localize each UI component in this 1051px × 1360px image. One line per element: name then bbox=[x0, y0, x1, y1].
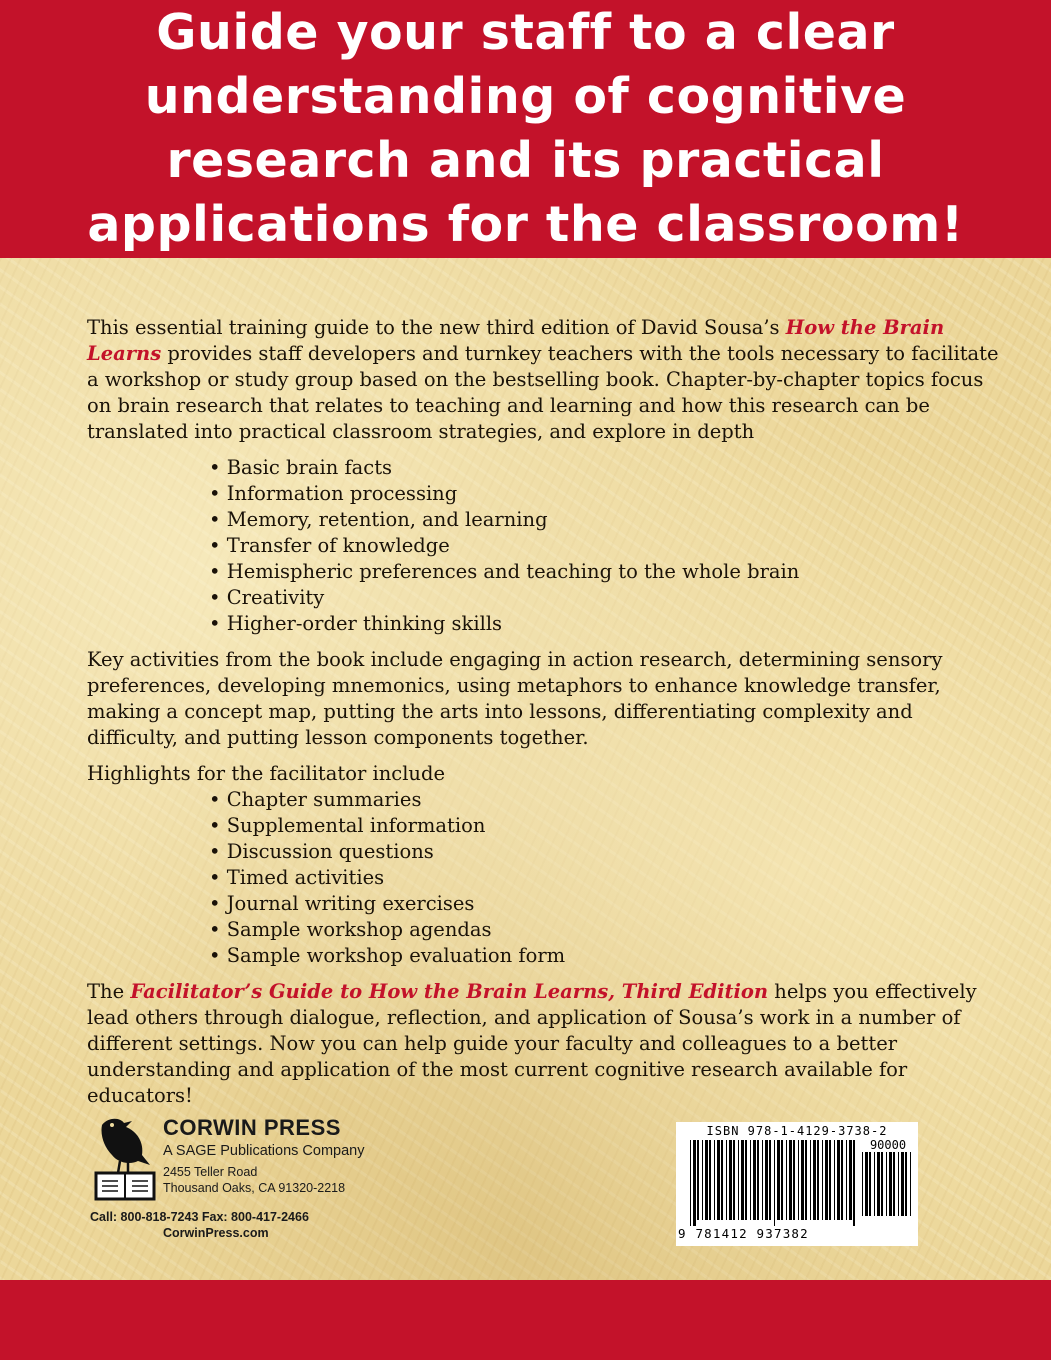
topics-list bbox=[87, 455, 1007, 637]
description-body bbox=[87, 315, 1007, 1119]
closing-text: helps you effectively lead others through dialogue, reflection, and application of Sousa’s work in a number of different settings. Now you can help guide your faculty and colleagues to a better understanding and application of the most current cognitive research available for educators! bbox=[87, 980, 977, 1107]
highlights-intro: Highlights for the facilitator include bbox=[87, 762, 446, 785]
barcode-bar bbox=[853, 1140, 855, 1226]
list-item: • Discussion questions bbox=[209, 839, 1007, 865]
barcode-bar bbox=[769, 1140, 771, 1220]
barcode-bar bbox=[721, 1140, 723, 1220]
raven-on-book-icon bbox=[90, 1115, 160, 1205]
activities-paragraph: Key activities from the book include engaging in action research, determining sensory preferences, developing mnemonics, using metaphors to enhance knowledge transfer, making a concept map, putting the arts into lessons, differentiating complexity and difficulty, and putting lesson components together. bbox=[87, 648, 943, 749]
book-title: How the Brain Learns bbox=[87, 316, 945, 365]
top-banner bbox=[0, 0, 1051, 258]
barcode-bar bbox=[822, 1140, 823, 1220]
barcode-bar bbox=[709, 1140, 711, 1220]
list-item: • Sample workshop evaluation form bbox=[209, 943, 1007, 969]
barcode-bar bbox=[789, 1140, 792, 1220]
barcode-bar bbox=[705, 1140, 708, 1220]
addon-barcode-bars bbox=[862, 1152, 914, 1222]
barcode-bar bbox=[869, 1152, 871, 1216]
publisher-name: CORWIN PRESS bbox=[163, 1115, 341, 1140]
barcode-bar bbox=[798, 1140, 799, 1220]
barcode-bar bbox=[805, 1140, 807, 1220]
barcode-bar bbox=[753, 1140, 756, 1220]
list-item: • Journal writing exercises bbox=[209, 891, 1007, 917]
publisher-tagline: A SAGE Publications Company bbox=[163, 1143, 365, 1159]
barcode-bar bbox=[765, 1140, 768, 1220]
barcode-bar bbox=[881, 1152, 883, 1216]
barcode-bar bbox=[781, 1140, 783, 1220]
barcode-bar bbox=[889, 1152, 892, 1216]
closing-lead: The bbox=[87, 980, 131, 1003]
list-item: • Hemispheric preferences and teaching to the whole brain bbox=[209, 559, 1007, 585]
list-item: • Chapter summaries bbox=[209, 787, 1007, 813]
barcode-bar bbox=[702, 1140, 703, 1220]
barcode-bar bbox=[801, 1140, 804, 1220]
barcode-bar bbox=[745, 1140, 747, 1220]
barcode-bar bbox=[874, 1152, 875, 1216]
barcode-bar bbox=[813, 1140, 816, 1220]
list-item: • Timed activities bbox=[209, 865, 1007, 891]
highlights-list bbox=[87, 787, 1007, 969]
barcode-bar bbox=[786, 1140, 787, 1220]
publisher-block bbox=[90, 1115, 490, 1245]
barcode-bar bbox=[693, 1140, 696, 1226]
intro-text-start: This essential training guide to the new third edition of David Sousa’s bbox=[87, 316, 786, 339]
barcode bbox=[676, 1122, 918, 1246]
barcode-bar bbox=[905, 1152, 907, 1216]
ean-number: 9 781412 937382 bbox=[678, 1226, 809, 1241]
list-item: • Transfer of knowledge bbox=[209, 533, 1007, 559]
list-item: • Basic brain facts bbox=[209, 455, 1007, 481]
barcode-bar bbox=[762, 1140, 763, 1220]
barcode-bar bbox=[690, 1140, 691, 1226]
barcode-bar bbox=[825, 1140, 828, 1220]
barcode-bar bbox=[729, 1140, 732, 1220]
list-item: • Information processing bbox=[209, 481, 1007, 507]
barcode-bar bbox=[877, 1152, 880, 1216]
intro-text-end: provides staff developers and turnkey teachers with the tools necessary to facilitate a workshop or study group based on the bestselling book. Chapter-by-chapter topics focus on brain research that relates to teaching and learning and how this research can be translated into practical classroom strategies, and explore in depth bbox=[87, 342, 999, 443]
barcode-bar bbox=[901, 1152, 904, 1216]
barcode-bar bbox=[757, 1140, 759, 1220]
barcode-bar bbox=[865, 1152, 868, 1216]
barcode-bar bbox=[697, 1140, 699, 1220]
barcode-bar bbox=[862, 1152, 863, 1216]
list-item: • Supplemental information bbox=[209, 813, 1007, 839]
headline: Guide your staff to a clear understanding of cognitive research and its practical applications for the classroom! bbox=[87, 4, 964, 253]
list-item: • Higher-order thinking skills bbox=[209, 611, 1007, 637]
ean-barcode-bars bbox=[690, 1140, 858, 1226]
barcode-bar bbox=[817, 1140, 819, 1220]
barcode-bar bbox=[733, 1140, 735, 1220]
barcode-bar bbox=[898, 1152, 899, 1216]
barcode-bar bbox=[741, 1140, 744, 1220]
list-item: • Memory, retention, and learning bbox=[209, 507, 1007, 533]
publisher-phone-fax: Call: 800-818-7243 Fax: 800-417-2466 bbox=[90, 1210, 309, 1224]
barcode-bar bbox=[837, 1140, 840, 1220]
list-item: • Sample workshop agendas bbox=[209, 917, 1007, 943]
bottom-banner bbox=[0, 1280, 1051, 1360]
closing-paragraph bbox=[87, 979, 1007, 1109]
barcode-bar bbox=[893, 1152, 895, 1216]
isbn-label: ISBN 978-1-4129-3738-2 bbox=[706, 1124, 888, 1138]
publisher-address-line1: 2455 Teller Road bbox=[163, 1165, 258, 1179]
addon-number: 90000 bbox=[869, 1138, 907, 1152]
barcode-bar bbox=[774, 1140, 775, 1226]
barcode-bar bbox=[846, 1140, 847, 1220]
barcode-bar bbox=[910, 1152, 911, 1216]
barcode-bar bbox=[886, 1152, 887, 1216]
barcode-bar bbox=[726, 1140, 727, 1220]
barcode-bar bbox=[829, 1140, 831, 1220]
barcode-bar bbox=[810, 1140, 811, 1220]
publisher-website: CorwinPress.com bbox=[163, 1226, 269, 1240]
barcode-bar bbox=[714, 1140, 715, 1220]
barcode-bar bbox=[717, 1140, 720, 1220]
barcode-bar bbox=[777, 1140, 780, 1220]
publisher-address-line2: Thousand Oaks, CA 91320-2218 bbox=[163, 1181, 346, 1195]
list-item: • Creativity bbox=[209, 585, 1007, 611]
guide-title: Facilitator’s Guide to How the Brain Learns, Third Edition bbox=[130, 980, 769, 1003]
barcode-bar bbox=[738, 1140, 739, 1220]
intro-paragraph bbox=[87, 315, 1007, 445]
barcode-bar bbox=[750, 1140, 751, 1220]
barcode-bar bbox=[849, 1140, 852, 1220]
barcode-bar bbox=[793, 1140, 795, 1220]
barcode-bar bbox=[834, 1140, 835, 1220]
barcode-bar bbox=[841, 1140, 843, 1220]
